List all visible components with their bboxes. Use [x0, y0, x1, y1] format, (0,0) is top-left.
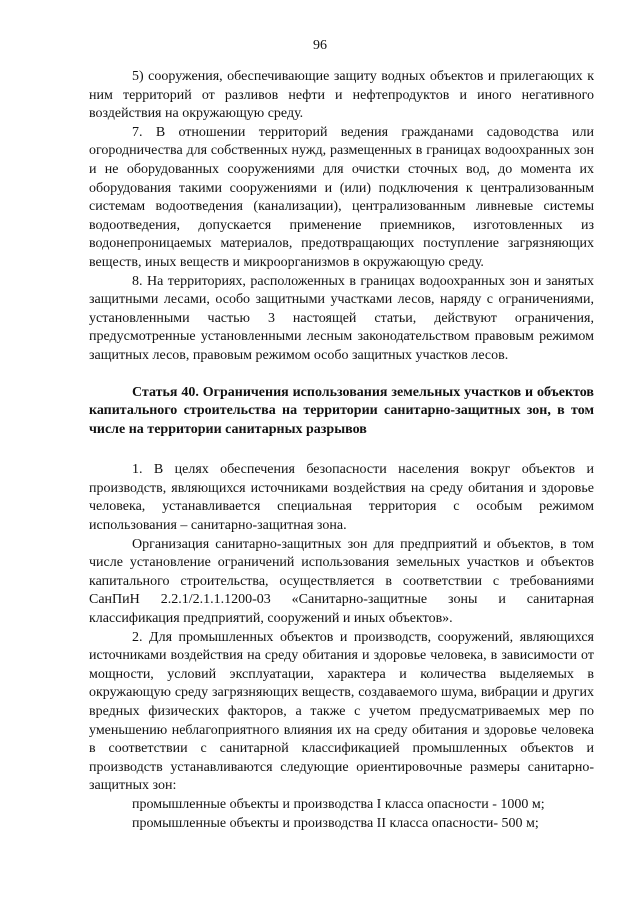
article-heading: Статья 40. Ограничения использования земельных участков и объектов капитального строительства на территории санитарно-защитных зон, в том числе на территории санитарных разрывов: [89, 384, 594, 437]
paragraph-item-8: 8. На территориях, расположенных в границах водоохранных зон и занятых защитными лесами, особо защитными участками лесов, наряду с ограничениями, установленными частью 3 настоящей статьи, действуют ограничения, предусмотренные установленными лесным законодательством правовым режимом защитных лесов, правовым режимом особо защитных участков лесов.: [89, 273, 594, 363]
paragraph-sanitary-zones-organization: Организация санитарно-защитных зон для предприятий и объектов, в том числе установление ограничений использования земельных участков и объектов капитального строительства, осуществляется в соответствии с требованиями СанПиН 2.2.1/2.1.1.1200-03 «Санитарно-защитные зоны и санитарная классификация предприятий, сооружений и иных объектов».: [89, 536, 594, 627]
paragraph-article-2: 2. Для промышленных объектов и производств, сооружений, являющихся источниками воздействия на среду обитания и здоровье человека, в зависимости от мощности, условий эксплуатации, характера и количества выделяемых в окружающую среду загрязняющих веществ, создаваемого шума, вибрации и других вредных физических факторов, а также с учетом предусматриваемых мер по уменьшению неблагоприятного влияния их на среду обитания и здоровье человека в соответствии с санитарной классификацией промышленных объектов и производств устанавливаются следующие ориентировочные размеры санитарно-защитных зон:: [89, 629, 594, 794]
list-item-class-1: промышленные объекты и производства I класса опасности - 1000 м;: [132, 796, 545, 812]
document-body: [89, 68, 594, 833]
paragraph-article-1: 1. В целях обеспечения безопасности населения вокруг объектов и производств, являющихся источниками воздействия на среду обитания и здоровье человека, устанавливается специальная территория с особым режимом использования – санитарно-защитная зона.: [89, 462, 594, 534]
paragraph-item-7: 7. В отношении территорий ведения гражданами садоводства или огородничества для собственных нужд, размещенных в границах водоохранных зон и не оборудованных сооружениями для очистки сточных вод, до момента их оборудования такими сооружениями и (или) подключения к централизованным системам водоотведения (канализации), централизованным ливневые системы водоотведения, допускается применение приемников, изготовленных из водонепроницаемых материалов, предотвращающих поступление загрязняющих веществ, иных веществ и микроорганизмов в окружающую среду.: [89, 124, 594, 270]
page-number: 96: [313, 38, 327, 53]
list-item-class-2: промышленные объекты и производства II класса опасности- 500 м;: [132, 815, 539, 831]
paragraph-item-5: 5) сооружения, обеспечивающие защиту водных объектов и прилегающих к ним территорий от разливов нефти и нефтепродуктов и иного негативного воздействия на окружающую среду.: [89, 69, 594, 122]
